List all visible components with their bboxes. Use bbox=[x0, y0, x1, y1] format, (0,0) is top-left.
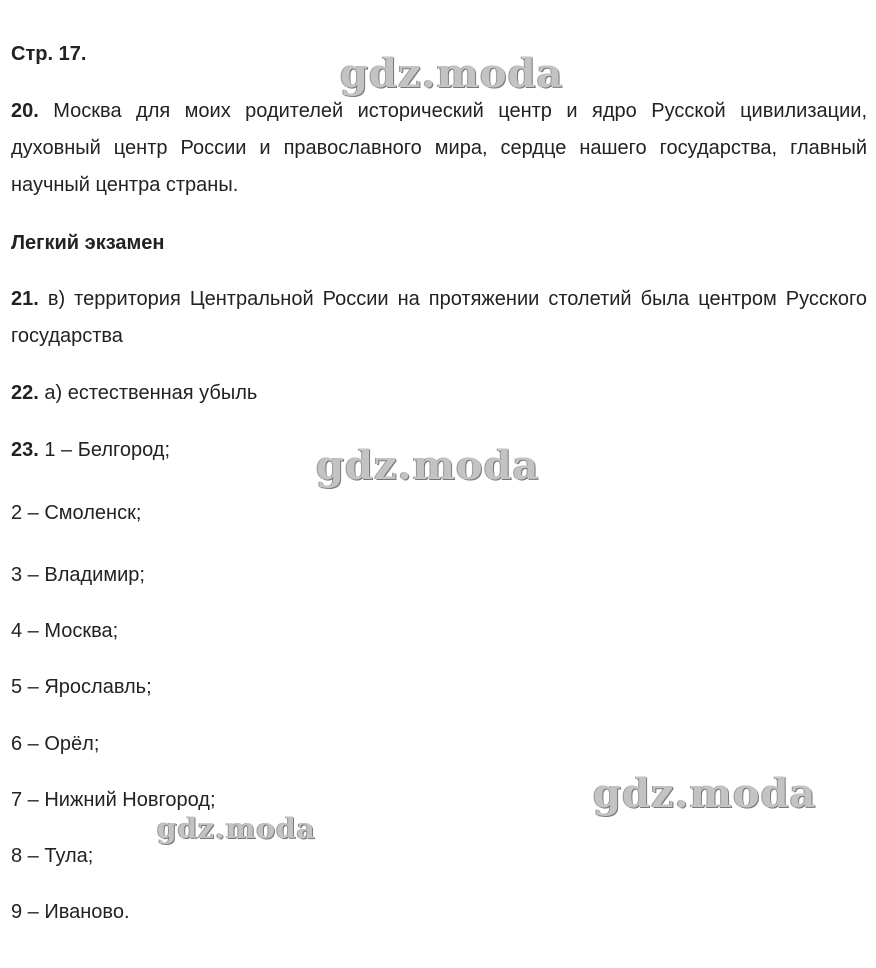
list-item: 8 – Тула; bbox=[11, 845, 94, 867]
question-20-number: 20. bbox=[11, 100, 39, 122]
question-22-number: 22. bbox=[11, 382, 39, 404]
question-20 bbox=[11, 93, 867, 204]
question-22 bbox=[11, 381, 257, 405]
list-item: 4 – Москва; bbox=[11, 620, 119, 642]
list-item: 1 – Белгород; bbox=[44, 439, 170, 461]
list-item: 6 – Орёл; bbox=[11, 733, 100, 755]
question-20-text: Москва для моих родителей исторический центр и ядро Русской цивилизации, духовный центр России и православного мира, сердце нашего государства, главный научный центра страны. bbox=[11, 100, 867, 196]
question-22-text: а) естественная убыль bbox=[44, 382, 258, 404]
watermark-top: gdz.moda bbox=[340, 50, 564, 97]
list-item: 2 – Смоленск; bbox=[11, 502, 142, 524]
list-item: 9 – Иваново. bbox=[11, 901, 130, 923]
watermark-small: gdz.moda bbox=[157, 812, 316, 845]
question-23-item bbox=[11, 438, 170, 462]
page-label: Стр. 17. bbox=[11, 43, 87, 65]
section-title: Легкий экзамен bbox=[11, 232, 165, 254]
list-item: 3 – Владимир; bbox=[11, 564, 145, 586]
list-item: 7 – Нижний Новгород; bbox=[11, 789, 216, 811]
question-21 bbox=[11, 281, 867, 355]
watermark-middle: gdz.moda bbox=[316, 442, 540, 489]
list-item: 5 – Ярославль; bbox=[11, 676, 152, 698]
watermark-right: gdz.moda bbox=[593, 770, 817, 817]
question-21-text: в) территория Центральной России на протяжении столетий была центром Русского государства bbox=[11, 288, 867, 347]
question-21-number: 21. bbox=[11, 288, 39, 310]
question-23-number: 23. bbox=[11, 439, 39, 461]
